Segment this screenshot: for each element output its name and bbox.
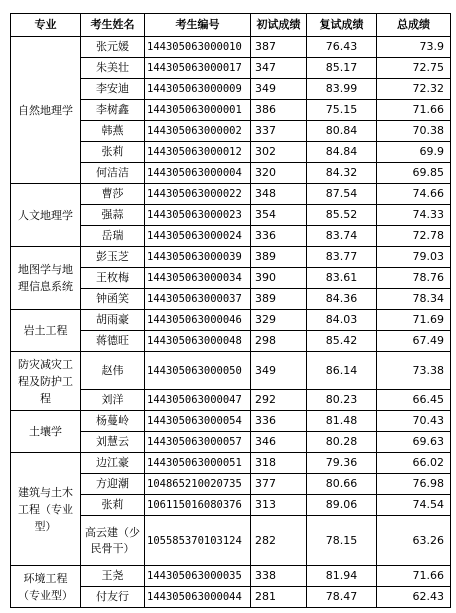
student-id-cell: 105585370103124 [145,516,251,566]
student-id-cell: 144305063000051 [145,453,251,474]
initial-score-cell: 298 [251,331,307,352]
total-score-cell: 63.26 [377,516,451,566]
total-score-cell: 74.33 [377,205,451,226]
initial-score-cell: 313 [251,495,307,516]
header-retest: 复试成绩 [307,14,377,37]
student-id-cell: 144305063000023 [145,205,251,226]
initial-score-cell: 346 [251,432,307,453]
retest-score-cell: 85.42 [307,331,377,352]
retest-score-cell: 80.84 [307,121,377,142]
table-row [11,247,451,268]
retest-score-cell: 79.36 [307,453,377,474]
major-cell: 环境工程（专业型） [11,566,81,608]
student-id-cell: 144305063000057 [145,432,251,453]
initial-score-cell: 336 [251,411,307,432]
student-id-cell: 144305063000012 [145,142,251,163]
student-id-cell: 144305063000001 [145,100,251,121]
retest-score-cell: 83.61 [307,268,377,289]
student-id-cell: 144305063000004 [145,163,251,184]
initial-score-cell: 389 [251,247,307,268]
student-id-cell: 144305063000002 [145,121,251,142]
student-id-cell: 104865210020735 [145,474,251,495]
student-name-cell: 李安迪 [81,79,145,100]
student-name-cell: 高云建（少民骨干） [81,516,145,566]
student-id-cell: 144305063000044 [145,587,251,608]
header-major: 专业 [11,14,81,37]
student-id-cell: 144305063000010 [145,37,251,58]
total-score-cell: 72.78 [377,226,451,247]
student-id-cell: 144305063000054 [145,411,251,432]
total-score-cell: 71.66 [377,566,451,587]
total-score-cell: 69.85 [377,163,451,184]
total-score-cell: 66.02 [377,453,451,474]
header-id: 考生编号 [145,14,251,37]
table-row [11,352,451,390]
total-score-cell: 72.32 [377,79,451,100]
header-initial: 初试成绩 [251,14,307,37]
initial-score-cell: 349 [251,79,307,100]
retest-score-cell: 75.15 [307,100,377,121]
student-name-cell: 边江豪 [81,453,145,474]
retest-score-cell: 87.54 [307,184,377,205]
total-score-cell: 70.38 [377,121,451,142]
initial-score-cell: 389 [251,289,307,310]
major-cell: 土壤学 [11,411,81,453]
retest-score-cell: 86.14 [307,352,377,390]
retest-score-cell: 83.77 [307,247,377,268]
retest-score-cell: 83.74 [307,226,377,247]
student-name-cell: 李树鑫 [81,100,145,121]
student-id-cell: 144305063000050 [145,352,251,390]
student-id-cell: 144305063000017 [145,58,251,79]
student-name-cell: 曹莎 [81,184,145,205]
table-row [11,453,451,474]
initial-score-cell: 281 [251,587,307,608]
student-id-cell: 144305063000039 [145,247,251,268]
total-score-cell: 71.66 [377,100,451,121]
student-id-cell: 144305063000047 [145,390,251,411]
initial-score-cell: 386 [251,100,307,121]
student-id-cell: 106115016080376 [145,495,251,516]
initial-score-cell: 320 [251,163,307,184]
retest-score-cell: 85.52 [307,205,377,226]
initial-score-cell: 338 [251,566,307,587]
initial-score-cell: 292 [251,390,307,411]
major-cell: 人文地理学 [11,184,81,247]
total-score-cell: 72.75 [377,58,451,79]
total-score-cell: 67.49 [377,331,451,352]
retest-score-cell: 81.48 [307,411,377,432]
major-cell: 自然地理学 [11,37,81,184]
student-id-cell: 144305063000048 [145,331,251,352]
retest-score-cell: 85.17 [307,58,377,79]
total-score-cell: 78.76 [377,268,451,289]
header-name: 考生姓名 [81,14,145,37]
initial-score-cell: 349 [251,352,307,390]
score-sheet [10,13,450,608]
student-name-cell: 王枚梅 [81,268,145,289]
initial-score-cell: 282 [251,516,307,566]
retest-score-cell: 78.47 [307,587,377,608]
student-name-cell: 朱美壮 [81,58,145,79]
student-name-cell: 方迎潮 [81,474,145,495]
student-name-cell: 杨蔓岭 [81,411,145,432]
retest-score-cell: 89.06 [307,495,377,516]
table-row [11,566,451,587]
major-cell: 岩土工程 [11,310,81,352]
header-total: 总成绩 [377,14,451,37]
student-id-cell: 144305063000035 [145,566,251,587]
student-name-cell: 胡雨豪 [81,310,145,331]
initial-score-cell: 336 [251,226,307,247]
student-name-cell: 张莉 [81,495,145,516]
admission-score-table [10,13,451,608]
total-score-cell: 69.9 [377,142,451,163]
student-name-cell: 韩燕 [81,121,145,142]
student-id-cell: 144305063000009 [145,79,251,100]
major-cell: 地图学与地理信息系统 [11,247,81,310]
retest-score-cell: 84.32 [307,163,377,184]
student-name-cell: 蒋德旺 [81,331,145,352]
student-id-cell: 144305063000046 [145,310,251,331]
retest-score-cell: 84.84 [307,142,377,163]
student-id-cell: 144305063000022 [145,184,251,205]
table-row [11,184,451,205]
retest-score-cell: 83.99 [307,79,377,100]
student-id-cell: 144305063000034 [145,268,251,289]
total-score-cell: 74.66 [377,184,451,205]
total-score-cell: 70.43 [377,411,451,432]
initial-score-cell: 337 [251,121,307,142]
student-name-cell: 赵伟 [81,352,145,390]
initial-score-cell: 390 [251,268,307,289]
student-id-cell: 144305063000037 [145,289,251,310]
student-name-cell: 刘慧云 [81,432,145,453]
total-score-cell: 78.34 [377,289,451,310]
retest-score-cell: 80.66 [307,474,377,495]
table-row [11,411,451,432]
initial-score-cell: 348 [251,184,307,205]
student-name-cell: 岳瑞 [81,226,145,247]
student-name-cell: 何洁洁 [81,163,145,184]
total-score-cell: 69.63 [377,432,451,453]
student-name-cell: 钟函笑 [81,289,145,310]
student-name-cell: 张元媛 [81,37,145,58]
table-header-row [11,14,451,37]
initial-score-cell: 302 [251,142,307,163]
initial-score-cell: 347 [251,58,307,79]
total-score-cell: 79.03 [377,247,451,268]
major-cell: 建筑与土木工程（专业型） [11,453,81,566]
student-name-cell: 刘洋 [81,390,145,411]
initial-score-cell: 354 [251,205,307,226]
total-score-cell: 76.98 [377,474,451,495]
student-id-cell: 144305063000024 [145,226,251,247]
initial-score-cell: 377 [251,474,307,495]
retest-score-cell: 78.15 [307,516,377,566]
total-score-cell: 74.54 [377,495,451,516]
retest-score-cell: 84.36 [307,289,377,310]
retest-score-cell: 80.23 [307,390,377,411]
major-cell: 防灾减灾工程及防护工程 [11,352,81,411]
retest-score-cell: 80.28 [307,432,377,453]
initial-score-cell: 318 [251,453,307,474]
student-name-cell: 彭玉芝 [81,247,145,268]
initial-score-cell: 329 [251,310,307,331]
total-score-cell: 73.9 [377,37,451,58]
table-row [11,310,451,331]
retest-score-cell: 76.43 [307,37,377,58]
student-name-cell: 王尧 [81,566,145,587]
total-score-cell: 66.45 [377,390,451,411]
table-row [11,37,451,58]
retest-score-cell: 81.94 [307,566,377,587]
table-body [11,37,451,608]
total-score-cell: 62.43 [377,587,451,608]
student-name-cell: 张莉 [81,142,145,163]
retest-score-cell: 84.03 [307,310,377,331]
student-name-cell: 付友行 [81,587,145,608]
total-score-cell: 71.69 [377,310,451,331]
total-score-cell: 73.38 [377,352,451,390]
student-name-cell: 强蒜 [81,205,145,226]
initial-score-cell: 387 [251,37,307,58]
